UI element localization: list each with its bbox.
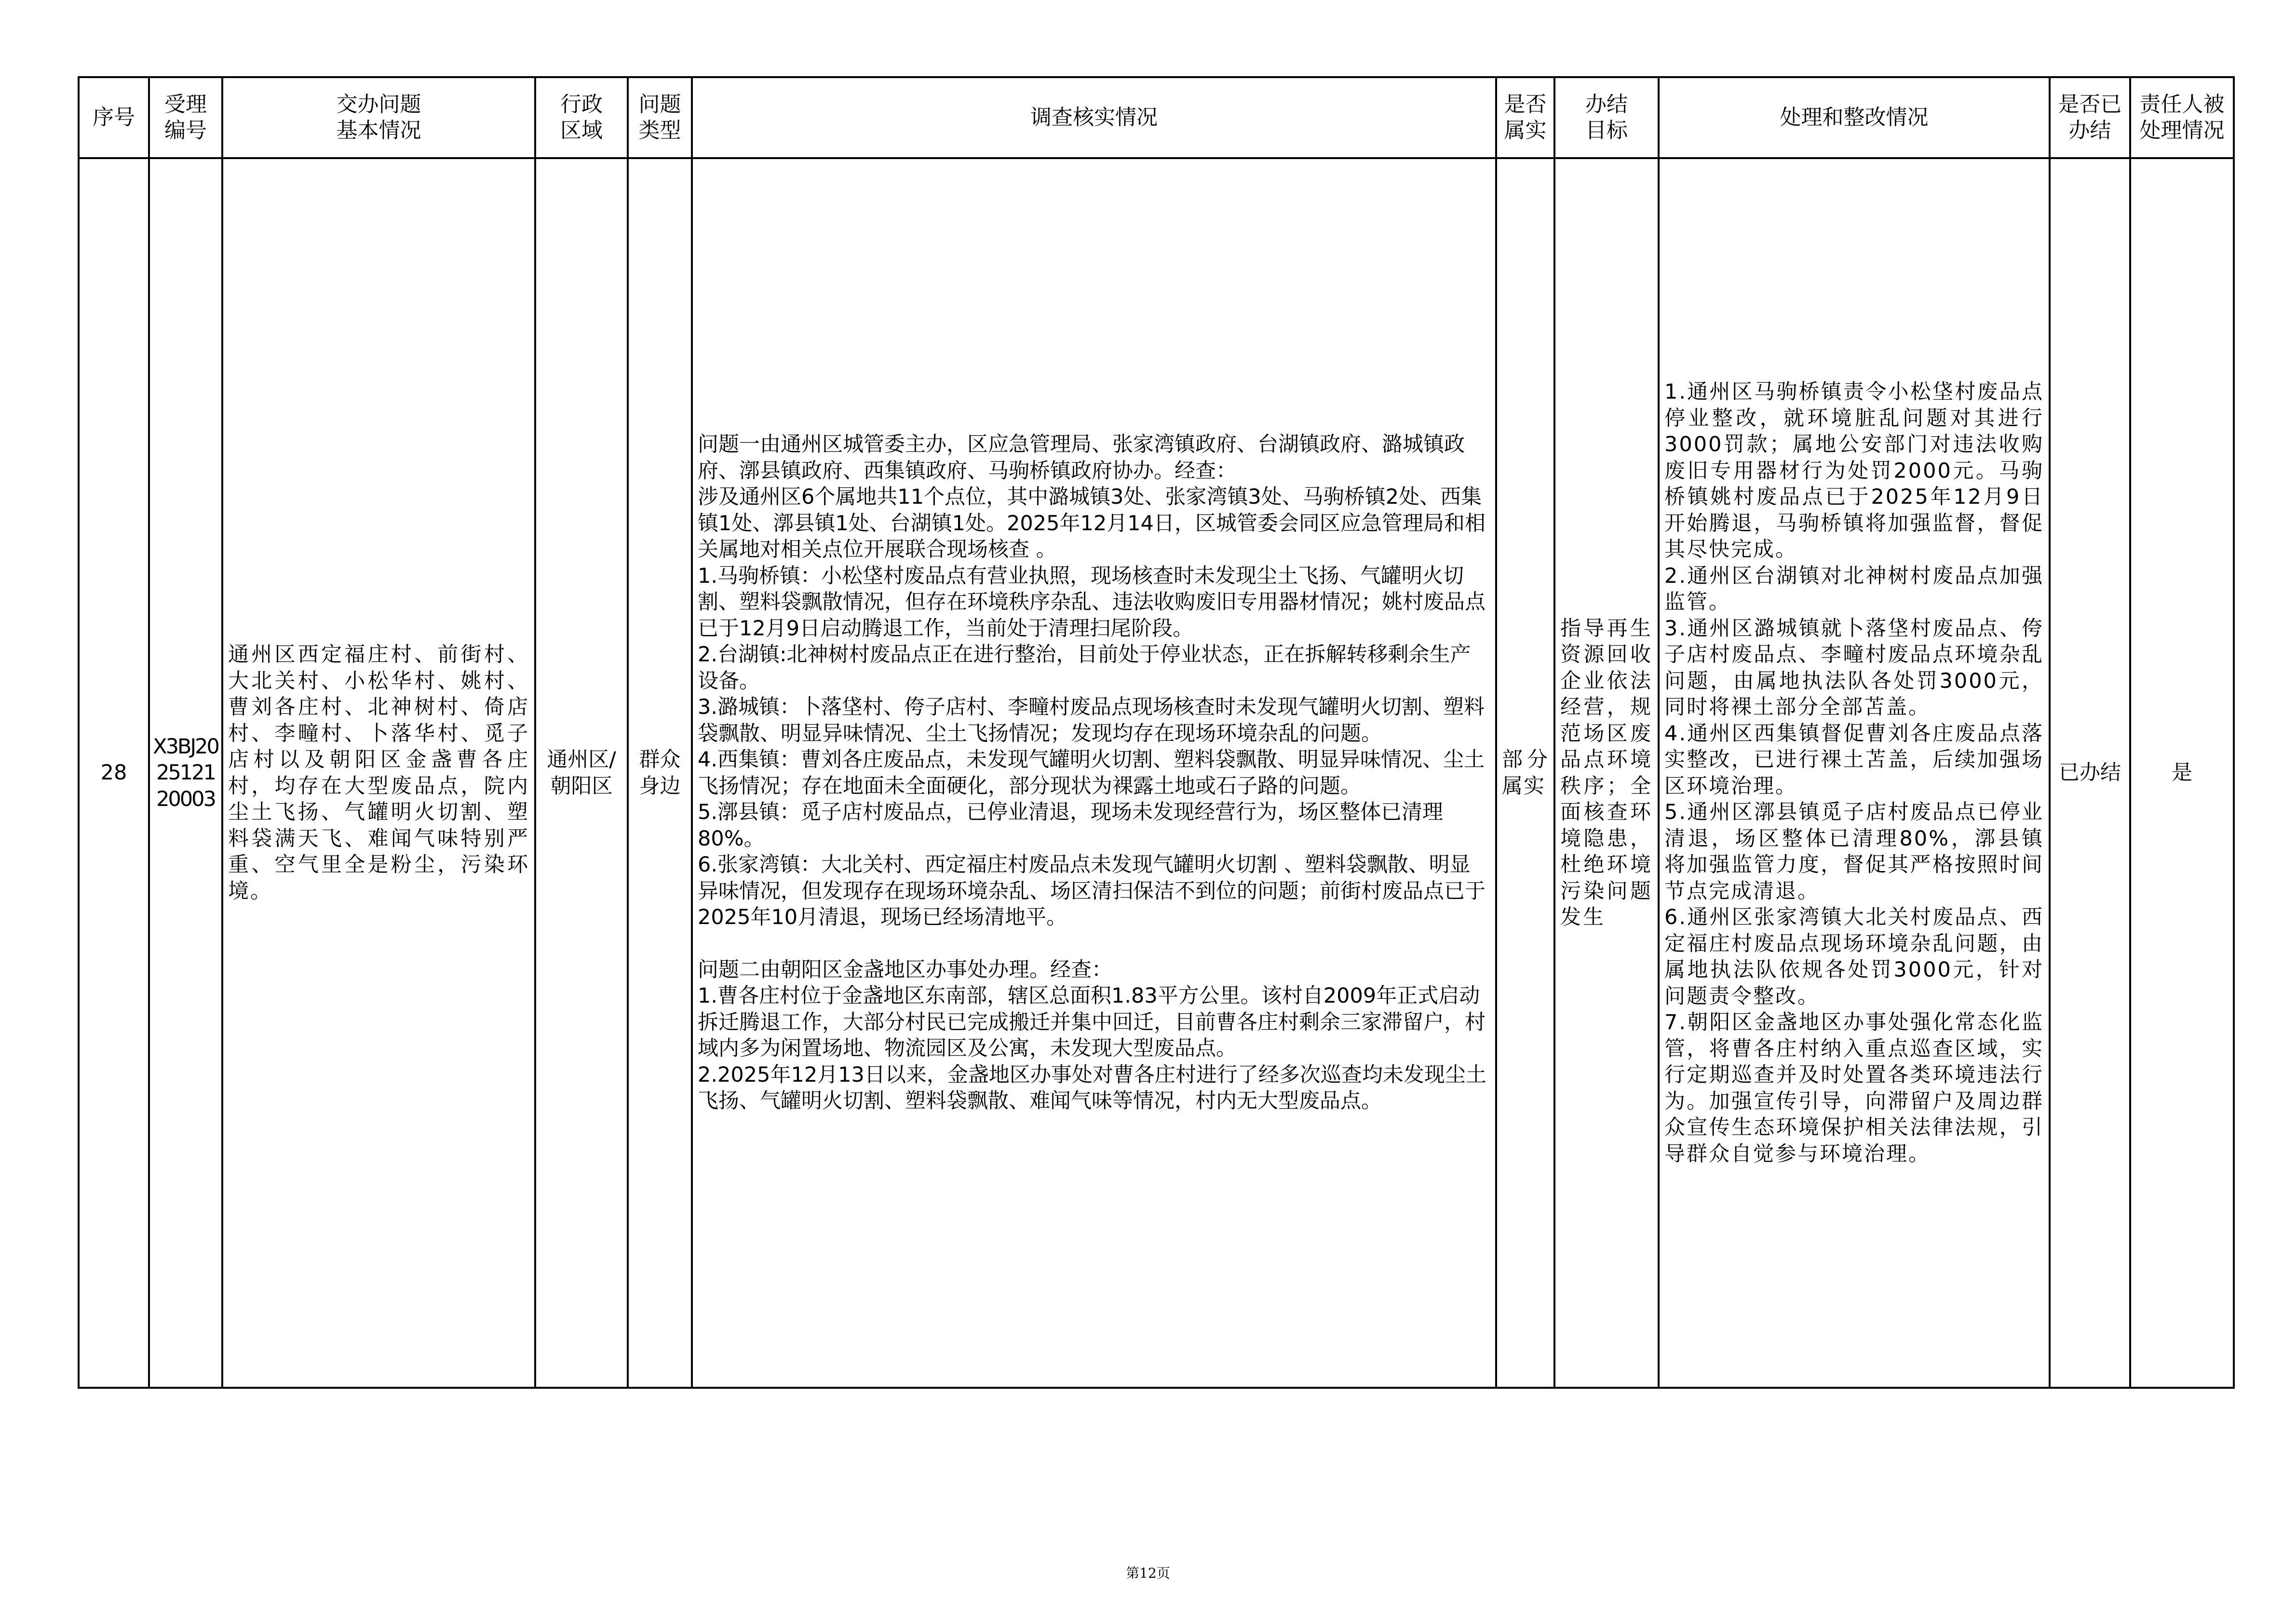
rectification-item: 4.通州区西集镇督促曹刘各庄废品点落实整改，已进行裸土苫盖，后续加强场区环境治理。 [1664, 721, 2044, 798]
header-rectification: 处理和整改情况 [1659, 77, 2050, 158]
rectification-item: 5.通州区漷县镇觅子店村废品点已停业清退，场区整体已清理80%，漷县镇将加强监管力度，督促其严格按照时间节点完成清退。 [1664, 800, 2044, 903]
case-table [78, 76, 2235, 1389]
table-row [79, 158, 2234, 1388]
rectification-item: 3.通州区潞城镇就卜落垡村废品点、侉子店村废品点、李疃村废品点环境杂乱问题，由属地执法队各处罚3000元，同时将裸土部分全部苫盖。 [1664, 616, 2044, 719]
header-issue: 交办问题 基本情况 [222, 77, 535, 158]
cell-verified: 部分属实 [1496, 158, 1554, 1388]
cell-issue: 通州区西定福庄村、前街村、大北关村、小松华村、姚村、曹刘各庄村、北神树村、倚店村、李疃村、卜落华村、觅子店村以及朝阳区金盏曹各庄村，均存在大型废品点，院内尘土飞扬、气罐明火切割、塑料袋满天飞、难闻气味特别严重、空气里全是粉尘，污染环境。 [222, 158, 535, 1388]
investigation-para: 问题二由朝阳区金盏地区办事处办理。经查： [698, 957, 1112, 982]
investigation-para: 涉及通州区6个属地共11个点位，其中潞城镇3处、张家湾镇3处、马驹桥镇2处、西集镇1处、漷县镇1处、台湖镇1处。2025年12月14日，区城管委会同区应急管理局和相关属地对相关点位开展联合现场核查 。 [698, 485, 1486, 562]
header-row [79, 77, 2234, 158]
cell-investigation [692, 158, 1496, 1388]
header-closed: 是否已 办结 [2050, 77, 2130, 158]
header-case-no: 受理 编号 [149, 77, 222, 158]
cell-closed: 已办结 [2050, 158, 2130, 1388]
investigation-para: 1.曹各庄村位于金盏地区东南部，辖区总面积1.83平方公里。该村自2009年正式启动拆迁腾退工作，大部分村民已完成搬迁并集中回迁，目前曹各庄村剩余三家滞留户，村域内多为闲置场地、物流园区及公寓，未发现大型废品点。 [698, 984, 1486, 1061]
investigation-para: 2.2025年12月13日以来，金盏地区办事处对曹各庄村进行了经多次巡查均未发现尘土飞扬、气罐明火切割、塑料袋飘散、难闻气味等情况，村内无大型废品点。 [698, 1062, 1486, 1113]
cell-type: 群众 身边 [628, 158, 692, 1388]
rectification-item: 7.朝阳区金盏地区办事处强化常态化监管，将曹各庄村纳入重点巡查区域，实行定期巡查并及时处置各类环境违法行为。加强宣传引导，向滞留户及周边群众宣传生态环境保护相关法律法规，引导群众自觉参与环境治理。 [1664, 1010, 2044, 1166]
header-accountability: 责任人被 处理情况 [2130, 77, 2234, 158]
header-type: 问题 类型 [628, 77, 692, 158]
rectification-item: 2.通州区台湖镇对北神树村废品点加强监管。 [1664, 563, 2044, 614]
header-region: 行政 区域 [535, 77, 628, 158]
cell-goal: 指导再生资源回收企业依法经营，规范场区废品点环境秩序；全面核查环境隐患，杜绝环境污染问题发生 [1554, 158, 1659, 1388]
page-number: 第12页 [1126, 1565, 1170, 1581]
investigation-para: 4.西集镇：曹刘各庄废品点，未发现气罐明火切割、塑料袋飘散、明显异味情况、尘土飞扬情况；存在地面未全面硬化，部分现状为裸露土地或石子路的问题。 [698, 748, 1485, 798]
cell-case-no: X3BJ20 25121 20003 [149, 158, 222, 1388]
cell-rectification [1659, 158, 2050, 1388]
cell-accountability: 是 [2130, 158, 2234, 1388]
investigation-para: 6.张家湾镇：大北关村、西定福庄村废品点未发现气罐明火切割 、塑料袋飘散、明显异味情况，但发现存在现场环境杂乱、场区清扫保洁不到位的问题；前街村废品点已于2025年10月清退，现场已经场清地平。 [698, 853, 1486, 930]
investigation-para: 1.马驹桥镇：小松垡村废品点有营业执照，现场核查时未发现尘土飞扬、气罐明火切割、塑料袋飘散情况，但存在环境秩序杂乱、违法收购废旧专用器材情况；姚村废品点已于12月9日启动腾退工作，当前处于清理扫尾阶段。 [698, 563, 1486, 641]
investigation-para: 2.台湖镇:北神树村废品点正在进行整治，目前处于停业状态，正在拆解转移剩余生产设备。 [698, 643, 1471, 693]
header-goal: 办结 目标 [1554, 77, 1659, 158]
header-verified: 是否 属实 [1496, 77, 1554, 158]
investigation-para: 5.漷县镇：觅子店村废品点，已停业清退，现场未发现经营行为，场区整体已清理80%。 [698, 800, 1444, 851]
investigation-para: 3.潞城镇：卜落垡村、侉子店村、李疃村废品点现场核查时未发现气罐明火切割、塑料袋飘散、明显异味情况、尘土飞扬情况；发现均存在现场环境杂乱的问题。 [698, 695, 1485, 746]
header-seq: 序号 [79, 77, 149, 158]
rectification-item: 6.通州区张家湾镇大北关村废品点、西定福庄村废品点现场环境杂乱问题，由属地执法队依规各处罚3000元，针对问题责令整改。 [1664, 905, 2044, 1008]
cell-region: 通州区/ 朝阳区 [535, 158, 628, 1388]
header-investigation: 调查核实情况 [692, 77, 1496, 158]
cell-seq: 28 [79, 158, 149, 1388]
rectification-item: 1.通州区马驹桥镇责令小松垡村废品点停业整改，就环境脏乱问题对其进行3000罚款；属地公安部门对违法收购废旧专用器材行为处罚2000元。马驹桥镇姚村废品点已于2025年12月9日开始腾退，马驹桥镇将加强监督，督促其尽快完成。 [1664, 380, 2044, 562]
investigation-para: 问题一由通州区城管委主办，区应急管理局、张家湾镇政府、台湖镇政府、潞城镇政府、漷县镇政府、西集镇政府、马驹桥镇政府协办。经查： [698, 432, 1465, 483]
